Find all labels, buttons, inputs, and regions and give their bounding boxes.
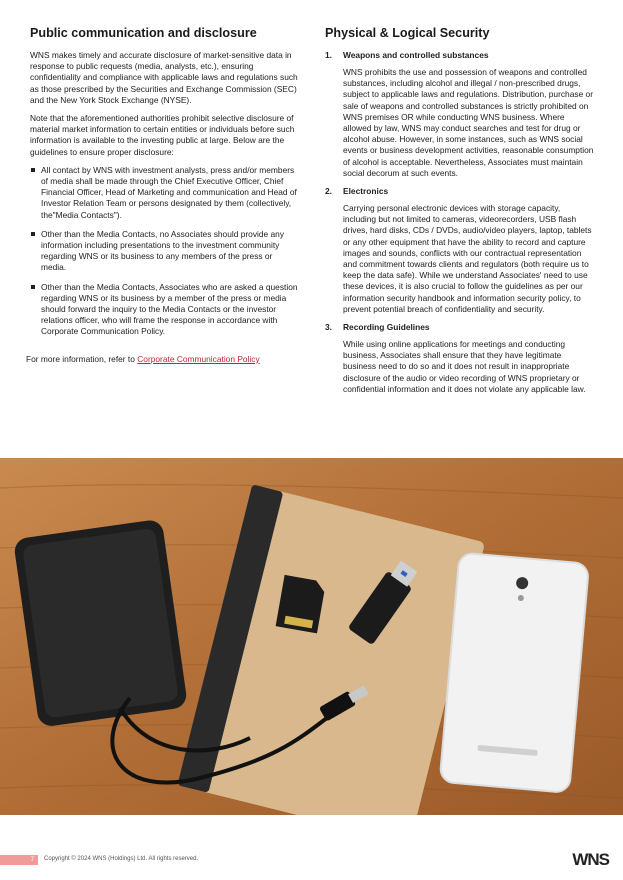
page-footer — [0, 852, 623, 872]
item-body: While using online applications for meetings and conducting business, Associates shall ensure that they have legitimate business need to do so and it does not result in inappropriate disclosure of the audio or video recording of WNS proprietary or confidential information and it does not violate any applicable law. — [343, 339, 586, 394]
security-list — [325, 50, 595, 395]
bullet-icon — [31, 285, 35, 289]
smartphone-icon — [440, 553, 590, 793]
disclosure-guidelines-list — [30, 165, 298, 338]
item-title: Weapons and controlled substances — [343, 50, 489, 60]
item-number: 1. — [325, 50, 332, 60]
list-item — [30, 282, 298, 338]
paragraph-disclosure-note: Note that the aforementioned authorities prohibit selective disclosure of material market information to certain entities or individuals before such information is available to the investing public at large. Below are the guidelines to ensure proper disclosure: — [30, 113, 295, 157]
right-column — [325, 20, 595, 402]
bullet-icon — [31, 232, 35, 236]
more-info-prefix: For more information, refer to — [26, 353, 138, 364]
section-heading-physical-security: Physical & Logical Security — [325, 26, 490, 40]
item-body: WNS prohibits the use and possession of weapons and controlled substances, including alcohol and illegal / non-prescribed drugs, subject to applicable laws and regulations. Distribution, purchase or sale of weapons and controlled substances is strictly prohibited on WNS premises OR while conducting WNS business. Where allowed by law, WNS may conduct searches and test for drug or alcohol abuse. However, in some instances, such as WNS social events or business development activities, reasonable consumption of alcohol is acceptable. Nevertheless, Associates must maintain social decorum at such events. — [343, 67, 594, 178]
list-item-text: Other than the Media Contacts, Associates who are asked a question regarding WNS or its business by a member of the press or media should forward the inquiry to the Media Contacts or the investor relations officer, who will frame the response in accordance with Corporate Communication Policy. — [41, 281, 298, 337]
item-title: Electronics — [343, 186, 389, 197]
corporate-communication-policy-link[interactable]: Corporate Communication Policy — [137, 353, 260, 364]
list-item-text: All contact by WNS with investment analysts, press and/or members of media shall be made through the Chief Executive Officer, Chief Financial Officer, Head of Marketing and communication and Head of Investor Relation Team or persons designated by them (collectively, the"Media Contacts"). — [41, 164, 297, 220]
paragraph-disclosure-intro: WNS makes timely and accurate disclosure of market-sensitive data in response to public requests (media, analysts, etc.), ensuring confidentiality and compliance with applicable laws and regulations such as those prescribed by the Securities and Exchange Commission (SEC) and the New York Stock Exchange (NYSE). — [30, 50, 298, 105]
security-item-recording — [325, 322, 595, 395]
bullet-icon — [31, 168, 35, 172]
list-item-text: Other than the Media Contacts, no Associates should provide any information including presentations to the investment community regarding WNS or its business to any members of the press or media. — [41, 228, 285, 273]
hard-drive-icon — [13, 519, 188, 728]
item-body: Carrying personal electronic devices with storage capacity, including but not limited to cameras, videorecorders, USB flash drives, hard disks, CDs / DVDs, audio/video players, laptop, tablets or any other equipment that have the ability to record and capture images and sounds, conflicts with our contractual representation and commitment towards clients and regulators (both require us to keep the data safe). While we understand Associates' need to use these devices, it is also crucial to follow the guidelines as per our information security handbook and information security policy, to prevent potential breach of confidentiality and security. — [343, 203, 592, 314]
copyright-text: Copyright © 2024 WNS (Holdings) Ltd. All rights reserved. — [44, 856, 199, 862]
security-item-electronics — [325, 186, 595, 315]
security-item-weapons — [325, 50, 595, 179]
list-item — [30, 229, 298, 274]
page-number: 7 — [0, 855, 38, 865]
more-info-line — [26, 354, 298, 364]
left-column — [26, 20, 298, 364]
item-number: 2. — [325, 186, 332, 197]
item-title: Recording Guidelines — [343, 322, 430, 333]
section-heading-public-communication: Public communication and disclosure — [30, 26, 257, 40]
wns-logo: WNS — [572, 850, 609, 869]
electronics-photo — [0, 458, 623, 815]
item-number: 3. — [325, 322, 332, 333]
list-item — [30, 165, 298, 221]
